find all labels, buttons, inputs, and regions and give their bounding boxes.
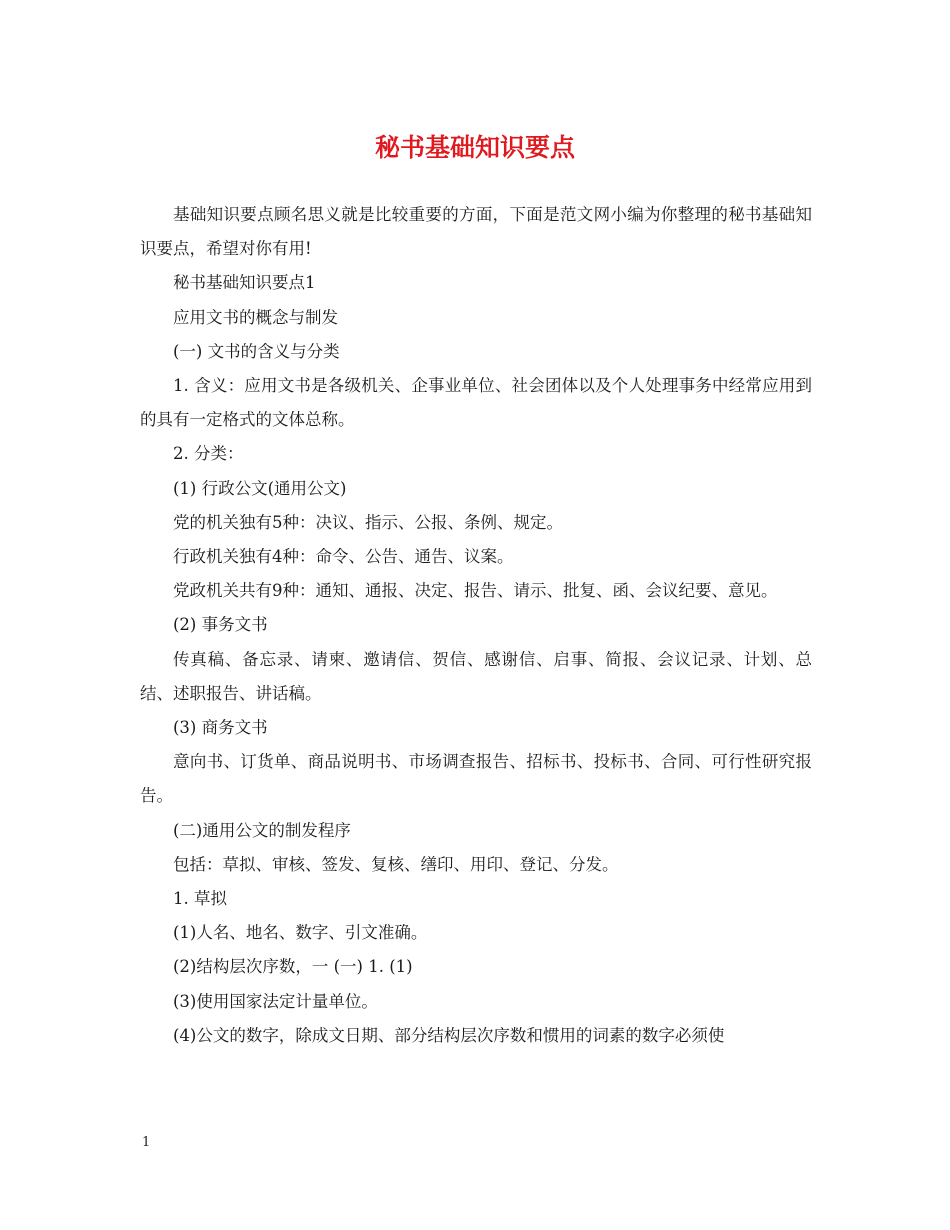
paragraph-affairs-docs: (2) 事务文书 bbox=[173, 615, 268, 635]
paragraph-rule-4: (4)公文的数字，除成文日期、部分结构层次序数和惯用的词素的数字必须使 bbox=[173, 1025, 725, 1045]
document-body bbox=[140, 198, 812, 1053]
paragraph-party-only: 党的机关独有5种：决议、指示、公报、条例、规定。 bbox=[173, 512, 563, 532]
paragraph-topic: 应用文书的概念与制发 bbox=[173, 307, 338, 327]
paragraph-procedure: 包括：草拟、审核、签发、复核、缮印、用印、登记、分发。 bbox=[173, 854, 619, 874]
paragraph-admin-docs: (1) 行政公文(通用公文) bbox=[173, 478, 347, 498]
page-number: 1 bbox=[142, 1135, 151, 1150]
page-title: 秘书基础知识要点 bbox=[374, 133, 575, 162]
paragraph-definition: 1. 含义：应用文书是各级机关、企事业单位、社会团体以及个人处理事务中经常应用到的具有一定格式的文体总称。 bbox=[140, 376, 812, 430]
paragraph-subheading-2: (二)通用公文的制发程序 bbox=[173, 820, 351, 840]
paragraph-shared: 党政机关共有9种：通知、通报、决定、报告、请示、批复、函、会议纪要、意见。 bbox=[173, 581, 778, 601]
paragraph-section-heading: 秘书基础知识要点1 bbox=[173, 273, 316, 293]
paragraph-rule-3: (3)使用国家法定计量单位。 bbox=[173, 991, 378, 1011]
paragraph-rule-2: (2)结构层次序数，一 (一) 1. (1) bbox=[173, 957, 413, 977]
paragraph-drafting: 1. 草拟 bbox=[173, 889, 227, 909]
paragraph-subheading-1: (一) 文书的含义与分类 bbox=[173, 341, 340, 361]
paragraph-intro: 基础知识要点顾名思义就是比较重要的方面，下面是范文网小编为你整理的秘书基础知识要点，希望对你有用! bbox=[140, 205, 812, 259]
paragraph-business-docs: (3) 商务文书 bbox=[173, 718, 268, 738]
paragraph-affairs-list: 传真稿、备忘录、请柬、邀请信、贺信、感谢信、启事、简报、会议记录、计划、总结、述职报告、讲话稿。 bbox=[140, 649, 812, 703]
paragraph-business-list: 意向书、订货单、商品说明书、市场调查报告、招标书、投标书、合同、可行性研究报告。 bbox=[140, 752, 812, 806]
paragraph-admin-only: 行政机关独有4种：命令、公告、通告、议案。 bbox=[173, 547, 514, 567]
paragraph-classification: 2. 分类： bbox=[173, 444, 244, 464]
paragraph-rule-1: (1)人名、地名、数字、引文准确。 bbox=[173, 923, 428, 943]
